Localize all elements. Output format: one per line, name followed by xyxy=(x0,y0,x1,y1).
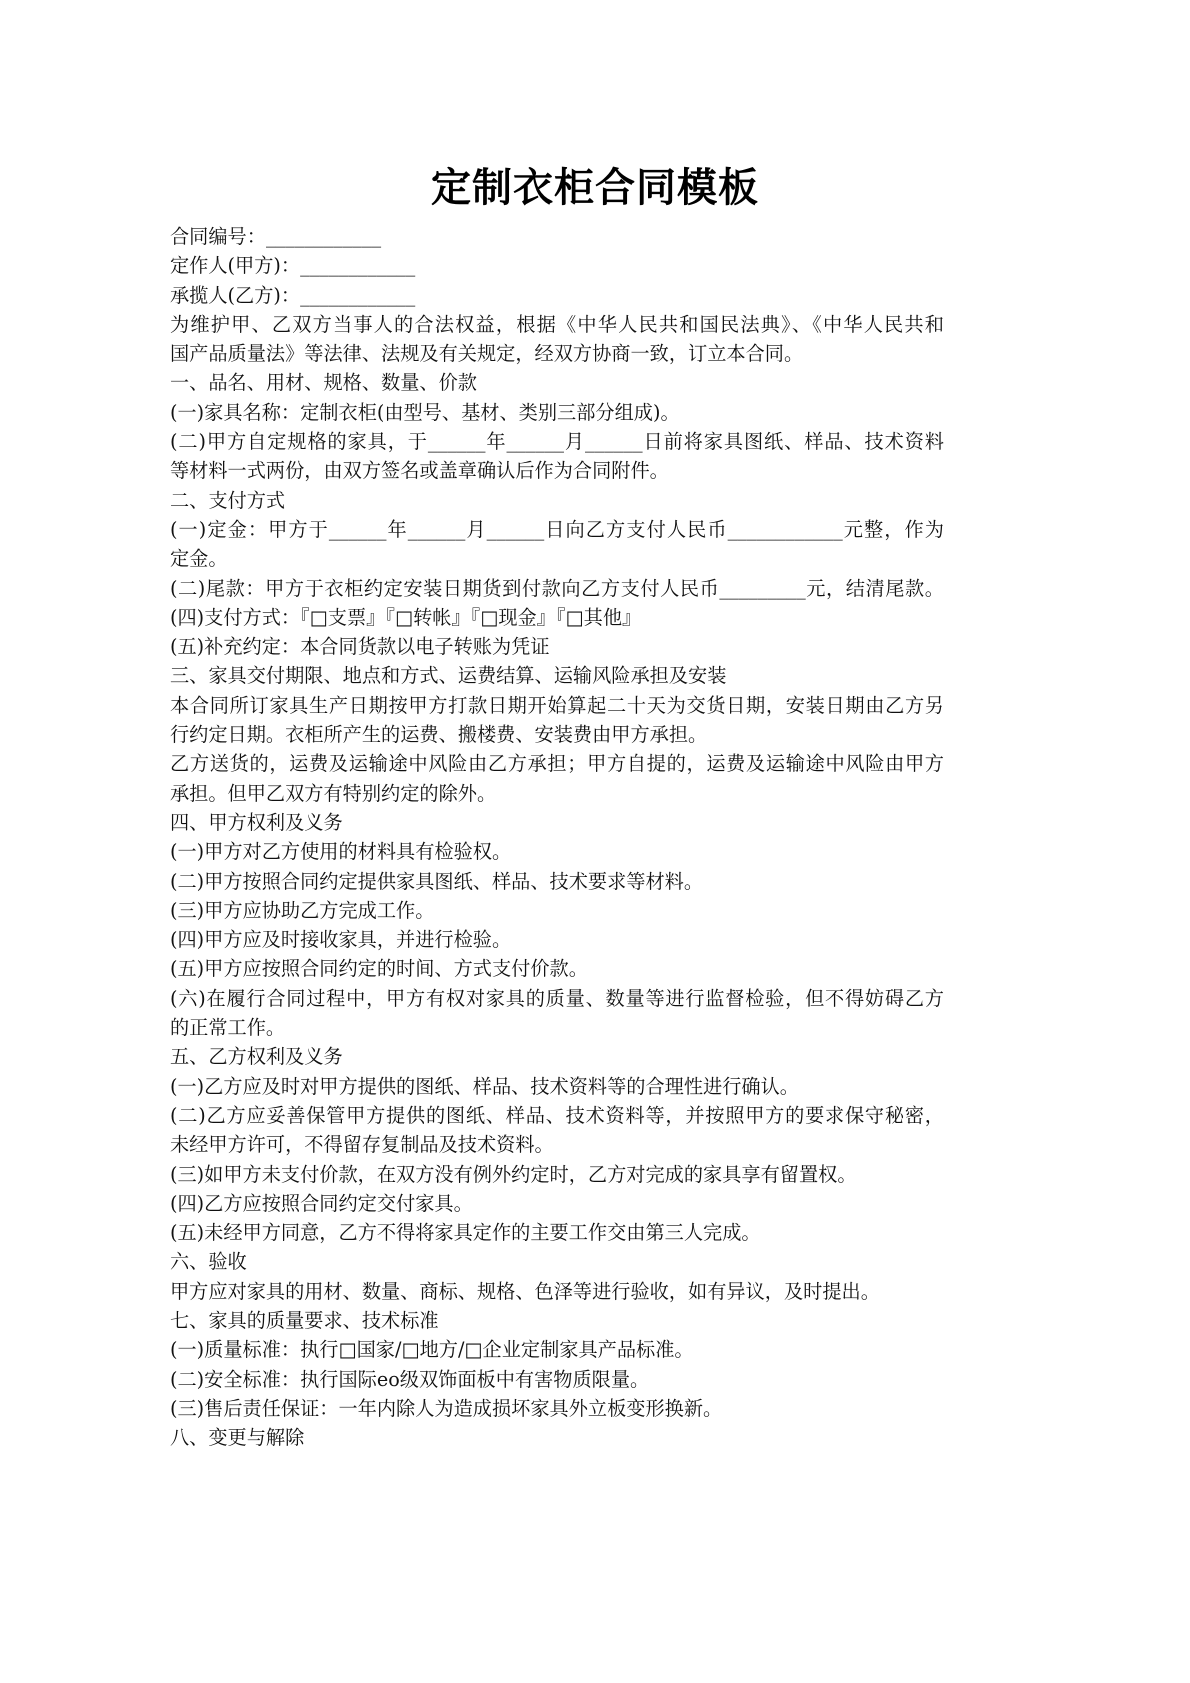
section-heading: 四、甲方权利及义务 xyxy=(170,810,343,834)
clause-line: (三)售后责任保证：一年内除人为造成损坏家具外立板变形换新。 xyxy=(170,1396,723,1420)
clause-line: 国产品质量法》等法律、法规及有关规定，经双方协商一致，订立本合同。 xyxy=(170,342,804,366)
section-heading: 二、支付方式 xyxy=(170,488,286,512)
section-heading: 一、品名、用材、规格、数量、价款 xyxy=(170,371,477,395)
clause-line: (一)甲方对乙方使用的材料具有检验权。 xyxy=(170,840,512,864)
field-label: 承揽人(乙方)： xyxy=(170,283,301,307)
clause-line: (二)尾款：甲方于衣柜约定安装日期货到付款向乙方支付人民币_________元，结清尾款。 xyxy=(170,576,944,600)
clause-line: (三)如甲方未支付价款，在双方没有例外约定时，乙方对完成的家具享有留置权。 xyxy=(170,1162,857,1186)
section-heading: 八、变更与解除 xyxy=(170,1426,305,1450)
clause-line: (一)定金：甲方于______年______月______日向乙方支付人民币____________元整，作为 xyxy=(170,517,944,541)
field-blank: ____________ xyxy=(265,225,382,248)
clause-line: 的正常工作。 xyxy=(170,1016,286,1040)
clause-line: (一)乙方应及时对甲方提供的图纸、样品、技术资料等的合理性进行确认。 xyxy=(170,1074,799,1098)
clause-line: 本合同所订家具生产日期按甲方打款日期开始算起二十天为交货日期，安装日期由乙方另 xyxy=(170,693,944,717)
field-label: 合同编号： xyxy=(170,225,266,248)
clause-line: 承担。但甲乙双方有特别约定的除外。 xyxy=(170,781,497,805)
section-heading: 七、家具的质量要求、技术标准 xyxy=(170,1308,439,1332)
clause-line: (五)未经甲方同意，乙方不得将家具定作的主要工作交由第三人完成。 xyxy=(170,1221,761,1245)
clause-line: (一)家具名称：定制衣柜(由型号、基材、类别三部分组成)。 xyxy=(170,400,680,424)
clause-line: 定金。 xyxy=(170,547,228,571)
section-heading: 三、家具交付期限、地点和方式、运费结算、运输风险承担及安装 xyxy=(170,664,727,688)
clause-line: (三)甲方应协助乙方完成工作。 xyxy=(170,898,435,922)
clause-line: 为维护甲、乙双方当事人的合法权益，根据《中华人民共和国民法典》、《中华人民共和 xyxy=(170,312,944,336)
section-heading: 六、验收 xyxy=(170,1250,247,1274)
clause-line: (五)甲方应按照合同约定的时间、方式支付价款。 xyxy=(170,957,588,981)
clause-line: (四)乙方应按照合同约定交付家具。 xyxy=(170,1191,473,1215)
clause-line: (五)补充约定：本合同货款以电子转账为凭证 xyxy=(170,635,550,659)
field-label: 定作人(甲方)： xyxy=(170,254,301,278)
clause-line: 等材料一式两份，由双方签名或盖章确认后作为合同附件。 xyxy=(170,459,669,483)
clause-line: (一)质量标准：执行□国家/□地方/□企业定制家具产品标准。 xyxy=(170,1338,694,1362)
contract-clauses xyxy=(170,310,944,1453)
document-body xyxy=(170,222,944,1452)
clause-line: (四)支付方式：『□支票』『□转帐』『□现金』『□其他』 xyxy=(170,605,642,629)
clause-line: 甲方应对家具的用材、数量、商标、规格、色泽等进行验收，如有异议，及时提出。 xyxy=(170,1279,880,1303)
party-a-field xyxy=(170,251,944,280)
clause-line: (四)甲方应及时接收家具，并进行检验。 xyxy=(170,928,512,952)
section-heading: 五、乙方权利及义务 xyxy=(170,1045,343,1069)
clause-line: (六)在履行合同过程中，甲方有权对家具的质量、数量等进行监督检验，但不得妨碍乙方 xyxy=(170,986,944,1010)
clause-line: (二)甲方按照合同约定提供家具图纸、样品、技术要求等材料。 xyxy=(170,869,704,893)
clause-line: 乙方送货的，运费及运输途中风险由乙方承担；甲方自提的，运费及运输途中风险由甲方 xyxy=(170,752,944,776)
clause-line: (二)乙方应妥善保管甲方提供的图纸、样品、技术资料等，并按照甲方的要求保守秘密， xyxy=(170,1103,944,1127)
clause-line: 行约定日期。衣柜所产生的运费、搬楼费、安装费由甲方承担。 xyxy=(170,723,708,747)
clause-line: (二)安全标准：执行国际eo级双饰面板中有害物质限量。 xyxy=(170,1367,650,1391)
party-b-field xyxy=(170,281,944,310)
clause-line: 未经甲方许可，不得留存复制品及技术资料。 xyxy=(170,1133,554,1157)
field-blank: ____________ xyxy=(300,283,416,307)
document-title: 定制衣柜合同模板 xyxy=(431,164,759,211)
field-blank: ____________ xyxy=(300,254,416,278)
contract-number-field xyxy=(170,222,944,251)
clause-line: (二)甲方自定规格的家具，于______年______月______日前将家具图纸、样品、技术资料 xyxy=(170,430,944,454)
